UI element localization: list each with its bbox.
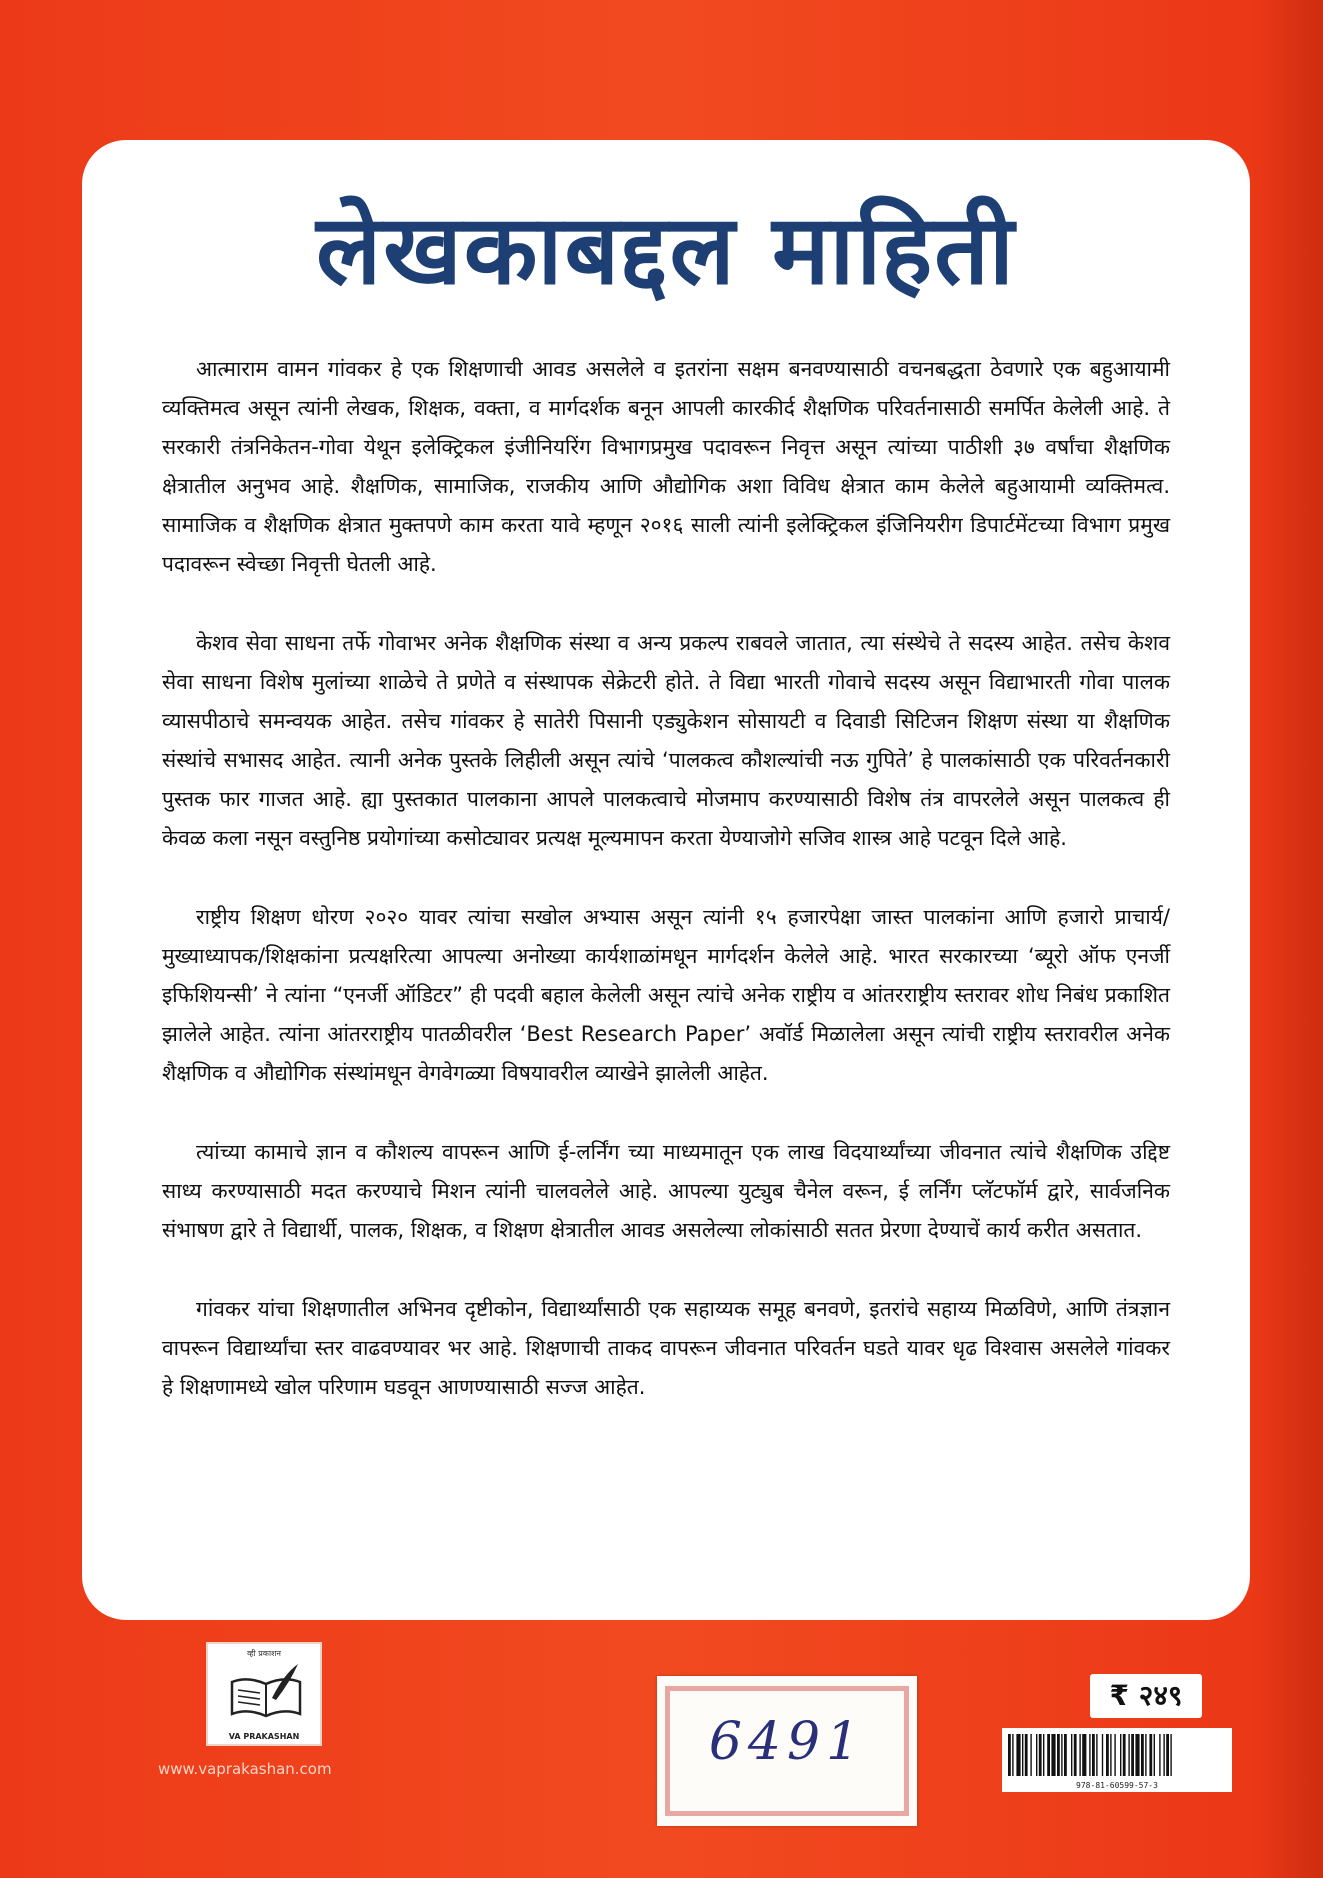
barcode-bar — [1110, 1734, 1111, 1776]
barcode-bar — [1123, 1734, 1126, 1776]
barcode-icon — [1008, 1734, 1226, 1776]
barcode-bar — [1043, 1734, 1044, 1776]
barcode-bar — [1102, 1734, 1103, 1776]
paragraph-4: त्यांच्या कामाचे ज्ञान व कौशल्य वापरून आणि ई-लर्निंग च्या माध्यमातून एक लाख विदयार्थ्यांच्या जीवनात त्यांचे शैक्षणिक उद्दिष्ट साध्य करण्यासाठी मदत करण्याचे मिशन त्यांनी चालवलेले आहे. आपल्या युट्युब चैनेल वरून, ई लर्निंग प्लॅटफॉर्म द्वारे, सार्वजनिक संभाषण द्वारे ते विद्यार्थी, पालक, शिक्षक, व शिक्षण क्षेत्रातील आवड असलेल्या लोकांसाठी सतत प्रेरणा देण्याचें कार्य करीत असतात. — [162, 1140, 1170, 1242]
barcode-bar — [1106, 1734, 1109, 1776]
barcode-bar — [1071, 1734, 1072, 1776]
barcode-bar — [1114, 1734, 1115, 1776]
barcode-bar — [1141, 1734, 1144, 1776]
barcode-bar — [1079, 1734, 1080, 1776]
barcode-bar — [1025, 1734, 1028, 1776]
barcode-bar — [1074, 1734, 1077, 1776]
isbn-barcode — [1002, 1728, 1232, 1792]
barcode-bar — [1120, 1734, 1121, 1776]
publisher-logo-name: VA PRAKASHAN — [228, 1732, 300, 1741]
paragraph-2: केशव सेवा साधना तर्फे गोवाभर अनेक शैक्षणिक संस्था व अन्य प्रकल्प राबवले जातात, त्या संस्थेचे ते सदस्य आहेत. तसेच केशव सेवा साधना विशेष मुलांच्या शाळेचे ते प्रणेते व संस्थापक सेक्रेटरी होते. ते विद्या भारती गोवाचे सदस्य असून विद्याभारती गोवा पालक व्यासपीठाचे समन्वयक आहेत. तसेच गांवकर हे सातेरी पिसानी एड्युकेशन सोसायटी व दिवाडी सिटिजन शिक्षण संस्था या शैक्षणिक संस्थांचे सभासद आहेत. त्यानी अनेक पुस्तके लिहीली असून त्यांचे ‘पालकत्व कौशल्यांची नऊ गुपिते’ हे पालकांसाठी एक परिवर्तनकारी पुस्तक फार गाजत आहे. ह्या पुस्तकात पालकाना आपले पालकत्वाचे मोजमाप करण्यासाठी विशेष तंत्र वापरलेले असून पालकत्व ही केवळ कला नसून वस्तुनिष्ठ प्रयोगांच्या कसोट्यावर प्रत्यक्ष मूल्यमापन करता येण्याजोगे सजिव शास्त्र आहे पटवून दिले आहे. — [162, 631, 1170, 850]
panel-title: लेखकाबद्दल माहिती — [316, 194, 1016, 306]
barcode-bar — [1051, 1734, 1055, 1776]
barcode-bar — [1163, 1734, 1164, 1776]
barcode-bar — [1061, 1734, 1062, 1776]
price-tag: ₹ २४९ — [1090, 1674, 1202, 1718]
barcode-bar — [1030, 1734, 1031, 1776]
barcode-bar — [1159, 1734, 1160, 1776]
barcode-bar — [1057, 1734, 1060, 1776]
publisher-logo-small-text: व्ही प्रकाशन — [247, 1649, 281, 1658]
barcode-bar — [1039, 1734, 1042, 1776]
isbn-text: 978-81-60599-57-3 — [1076, 1781, 1158, 1790]
barcode-bar — [1082, 1734, 1086, 1776]
barcode-bar — [1016, 1734, 1020, 1776]
barcode-bar — [1145, 1734, 1146, 1776]
barcode-bar — [1131, 1734, 1134, 1776]
barcode-bar — [1092, 1734, 1095, 1776]
paragraph-5: गांवकर यांचा शिक्षणातील अभिनव दृष्टीकोन, विद्यार्थ्यांसाठी एक सहाय्यक समूह बनवणे, इतरांचे सहाय्य मिळविणे, आणि तंत्रज्ञान वापरून विद्यार्थ्यांचा स्तर वाढवण्यावर भर आहे. शिक्षणाची ताकद वापरून जीवनात परिवर्तन घडते यावर धृढ विश्वास असलेले गांवकर हे शिक्षणामध्ये खोल परिणाम घडवून आणण्यासाठी सज्ज आहेत. — [162, 1297, 1170, 1399]
barcode-bar — [1064, 1734, 1067, 1776]
spine-shadow — [1253, 0, 1323, 1878]
author-info-panel — [82, 140, 1250, 1620]
barcode-bar — [1008, 1734, 1011, 1776]
barcode-bar — [1012, 1734, 1013, 1776]
barcode-bar — [1047, 1734, 1050, 1776]
barcode-bar — [1135, 1734, 1139, 1776]
barcode-bar — [1166, 1734, 1169, 1776]
barcode-bar — [1170, 1734, 1171, 1776]
publisher-logo — [206, 1642, 322, 1746]
barcode-bar — [1022, 1734, 1023, 1776]
barcode-bar — [1154, 1734, 1155, 1776]
barcode-bar — [1128, 1734, 1129, 1776]
library-sticker — [657, 1676, 917, 1826]
barcode-bar — [1036, 1734, 1037, 1776]
publisher-url: www.vaprakashan.com — [158, 1760, 332, 1778]
barcode-bar — [1149, 1734, 1152, 1776]
barcode-bar — [1096, 1734, 1097, 1776]
library-sticker-number: 6491 — [708, 1712, 866, 1772]
barcode-bar — [1089, 1734, 1090, 1776]
paragraph-1: आत्माराम वामन गांवकर हे एक शिक्षणाची आवड असलेले व इतरांना सक्षम बनवण्यासाठी वचनबद्धता ठेवणारे एक बहुआयामी व्यक्तिमत्व असून त्यांनी लेखक, शिक्षक, वक्ता, व मार्गदर्शक बनून आपली कारकीर्द शैक्षणिक परिवर्तनासाठी समर्पित केलेली आहे. ते सरकारी तंत्रनिकेतन-गोवा येथून इलेक्ट्रिकल इंजीनियरिंग विभागप्रमुख पदावरून निवृत्त असून त्यांच्या पाठीशी ३७ वर्षांचा शैक्षणिक क्षेत्रातील अनुभव आहे. शैक्षणिक, सामाजिक, राजकीय आणि औद्योगिक अशा विविध क्षेत्रात काम केलेले बहुआयामी व्यक्तिमत्व. सामाजिक व शैक्षणिक क्षेत्रात मुक्तपणे काम करता यावे म्हणून २०१६ साली त्यांनी इलेक्ट्रिकल इंजिनियरीग डिपार्टमेंटच्या विभाग प्रमुख पदावरून स्वेच्छा निवृत्ती घेतली आहे. — [162, 357, 1170, 576]
paragraph-3: राष्ट्रीय शिक्षण धोरण २०२० यावर त्यांचा सखोल अभ्यास असून त्यांनी १५ हजारपेक्षा जास्त पालकांना आणि हजारो प्राचार्य/मुख्याध्यापक/शिक्षकांना प्रत्यक्षरित्या आपल्या अनोख्या कार्यशाळांमधून मार्गदर्शन केलेले आहे. भारत सरकारच्या ‘ब्यूरो ऑफ एनर्जी इफिशियन्सी’ ने त्यांना “एनर्जी ऑडिटर” ही पदवी बहाल केलेली असून त्यांचे अनेक राष्ट्रीय व आंतरराष्ट्रीय स्तरावर शोध निबंध प्रकाशित झालेले आहेत. त्यांना आंतरराष्ट्रीय पातळीवरील ‘Best Research Paper’ अवॉर्ड मिळालेला असून त्यांची राष्ट्रीय स्तरावरील अनेक शैक्षणिक व औद्योगिक संस्थांमधून वेगवेगळ्या विषयावरील व्याखेने झालेली आहेत. — [162, 905, 1170, 1085]
book-quill-icon — [228, 1662, 304, 1724]
